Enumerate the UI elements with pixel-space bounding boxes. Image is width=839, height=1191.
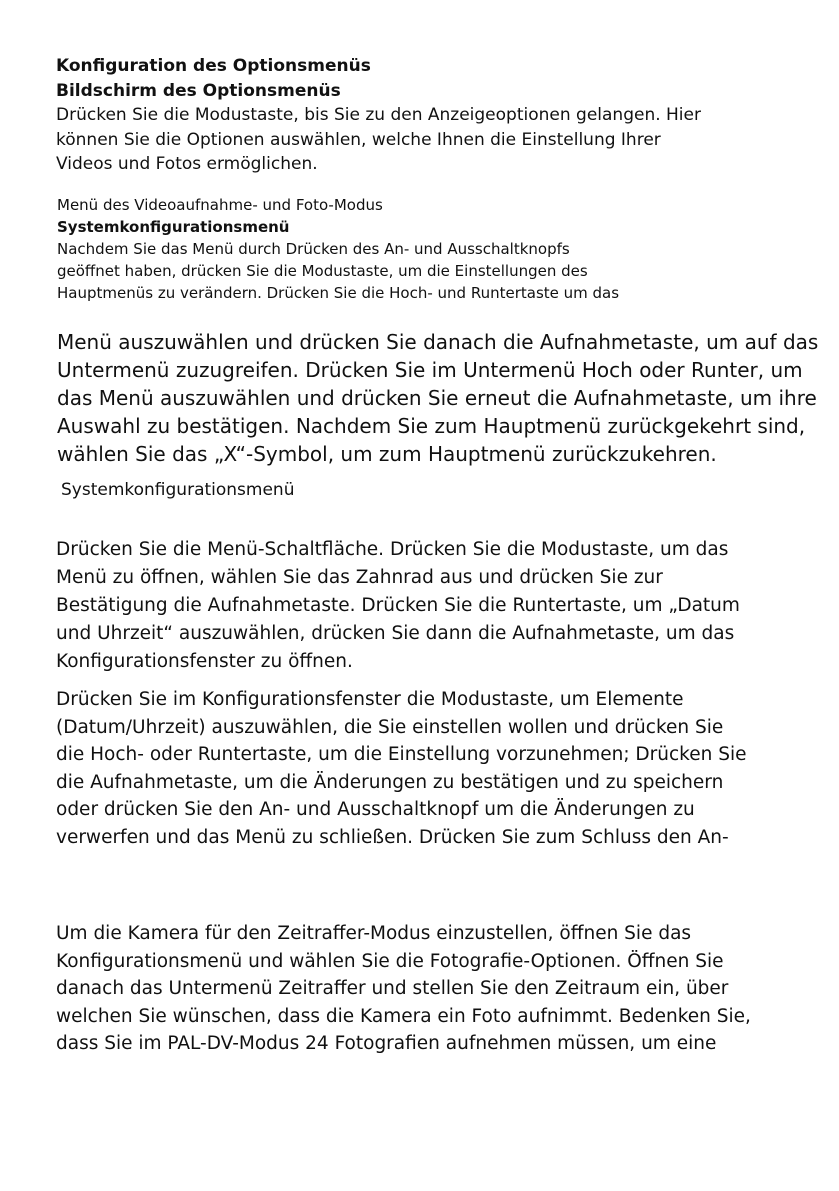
paragraph-line: welchen Sie wünschen, dass die Kamera ein Foto aufnimmt. Bedenken Sie, — [56, 1005, 751, 1027]
paragraph-line: Auswahl zu bestätigen. Nachdem Sie zum Hauptmenü zurückgekehrt sind, — [57, 414, 806, 438]
section-options-menu — [56, 54, 701, 177]
paragraph-line: (Datum/Uhrzeit) auszuwählen, die Sie einstellen wollen und drücken Sie — [56, 716, 724, 738]
paragraph-line: Hauptmenüs zu verändern. Drücken Sie die Hoch- und Runtertaste um das — [57, 284, 620, 302]
paragraph-line: die Hoch- oder Runtertaste, um die Einstellung vorzunehmen; Drücken Sie — [56, 744, 747, 765]
paragraph-line: dass Sie im PAL-DV-Modus 24 Fotografien aufnehmen müssen, um eine — [56, 1033, 717, 1054]
section-date-time-open — [56, 536, 740, 676]
paragraph-line: Drücken Sie im Konfigurationsfenster die Modustaste, um Elemente — [56, 689, 684, 710]
section-timelapse — [56, 920, 751, 1058]
paragraph-line: Drücken Sie die Modustaste, bis Sie zu den Anzeigeoptionen gelangen. Hier — [56, 105, 701, 125]
section-submenu-instructions — [57, 328, 818, 468]
paragraph-line: Bestätigung die Aufnahmetaste. Drücken Sie die Runtertaste, um „Datum — [56, 595, 740, 616]
paragraph-line: Nachdem Sie das Menü durch Drücken des An- und Ausschaltknopfs — [57, 240, 570, 258]
paragraph-line: Um die Kamera für den Zeitraffer-Modus einzustellen, öffnen Sie das — [56, 923, 692, 944]
paragraph-line: Konfigurationsfenster zu öffnen. — [56, 651, 353, 672]
paragraph-line: Konfigurationsmenü und wählen Sie die Fotografie-Optionen. Öffnen Sie — [56, 950, 724, 972]
heading-options-config: Konfiguration des Optionsmenüs — [56, 56, 371, 76]
paragraph-line: und Uhrzeit“ auszuwählen, drücken Sie dann die Aufnahmetaste, um das — [56, 623, 735, 644]
paragraph-line: Menü auszuwählen und drücken Sie danach die Aufnahmetaste, um auf das — [57, 330, 819, 354]
paragraph-line: die Aufnahmetaste, um die Änderungen zu bestätigen und zu speichern — [56, 771, 724, 793]
paragraph-line: Menü zu öffnen, wählen Sie das Zahnrad aus und drücken Sie zur — [56, 567, 663, 588]
paragraph-line: wählen Sie das „X“-Symbol, um zum Hauptmenü zurückzukehren. — [57, 442, 717, 466]
paragraph-line: danach das Untermenü Zeitraffer und stellen Sie den Zeitraum ein, über — [56, 978, 729, 999]
section-system-config-heading — [61, 477, 294, 503]
paragraph-line: können Sie die Optionen auswählen, welche Ihnen die Einstellung Ihrer — [56, 129, 661, 150]
heading-options-screen: Bildschirm des Optionsmenüs — [56, 80, 341, 101]
paragraph-line: Drücken Sie die Menü-Schaltfläche. Drücken Sie die Modustaste, um das — [56, 539, 729, 560]
paragraph-line: geöffnet haben, drücken Sie die Modustaste, um die Einstellungen des — [57, 262, 588, 280]
paragraph-line: das Menü auszuwählen und drücken Sie erneut die Aufnahmetaste, um ihre — [57, 386, 817, 410]
paragraph-line: verwerfen und das Menü zu schließen. Drücken Sie zum Schluss den An- — [56, 826, 729, 848]
heading-system-config-menu: Systemkonfigurationsmenü — [61, 480, 295, 500]
section-date-time-config — [56, 686, 747, 851]
heading-video-photo-mode: Menü des Videoaufnahme- und Foto-Modus — [57, 196, 383, 214]
paragraph-line: oder drücken Sie den An- und Ausschaltknopf um die Änderungen zu — [56, 799, 695, 820]
section-video-photo-menu — [57, 194, 619, 304]
paragraph-line: Untermenü zuzugreifen. Drücken Sie im Untermenü Hoch oder Runter, um — [57, 358, 803, 382]
paragraph-line: Videos und Fotos ermöglichen. — [56, 154, 318, 174]
heading-system-config: Systemkonfigurationsmenü — [57, 218, 290, 236]
